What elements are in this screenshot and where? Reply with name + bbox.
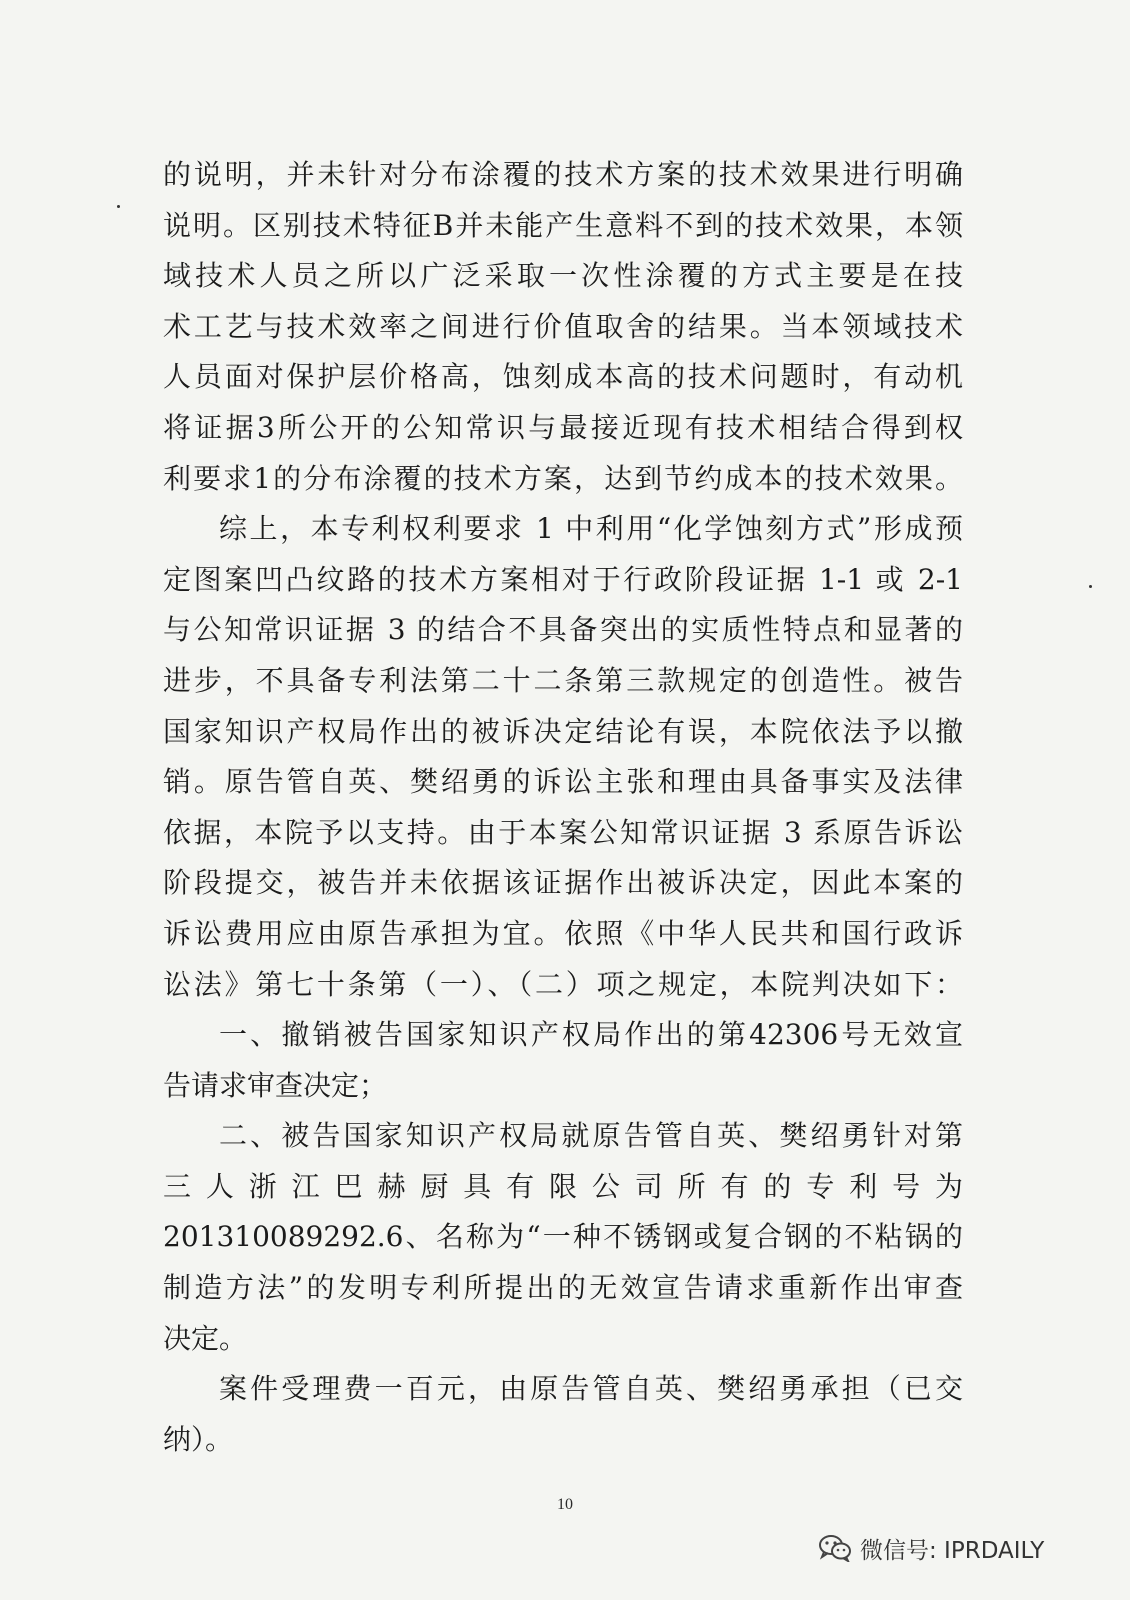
text-line: 阶段提交，被告并未依据该证据作出被诉决定，因此本案的 <box>163 866 963 900</box>
text-line: 201310089292.6、名称为“一种不锈钢或复合钢的不粘锅的 <box>163 1220 963 1254</box>
wechat-watermark <box>818 1530 1044 1566</box>
text-line: 讼法》第七十条第（一）、（二）项之规定，本院判决如下： <box>163 967 963 1001</box>
text-line: 进步，不具备专利法第二十二条第三款规定的创造性。被告 <box>163 663 963 697</box>
text-line: 依据，本院予以支持。由于本案公知常识证据 3 系原告诉讼 <box>163 815 963 849</box>
text-line: 告请求审查决定； <box>163 1068 388 1102</box>
text-line: 综上，本专利权利要求 1 中利用“化学蚀刻方式”形成预 <box>219 512 963 546</box>
text-line: 定图案凹凸纹路的技术方案相对于行政阶段证据 1-1 或 2-1 <box>163 562 963 596</box>
judgment-body-text <box>163 150 963 1465</box>
scan-speck <box>117 205 120 208</box>
text-line: 制造方法”的发明专利所提出的无效宣告请求重新作出审查 <box>163 1271 963 1305</box>
text-line: 三人浙江巴赫厨具有限公司所有的专利号为 <box>163 1169 963 1203</box>
text-line: 术工艺与技术效率之间进行价值取舍的结果。当本领域技术 <box>163 309 963 343</box>
text-line: 利要求1的分布涂覆的技术方案，达到节约成本的技术效果。 <box>163 461 963 495</box>
text-line: 与公知常识证据 3 的结合不具备突出的实质性特点和显著的 <box>163 613 963 647</box>
text-line: 说明。区别技术特征B并未能产生意料不到的技术效果，本领 <box>163 208 963 242</box>
text-line: 案件受理费一百元，由原告管自英、樊绍勇承担（已交 <box>219 1372 963 1406</box>
scan-speck <box>1089 585 1092 588</box>
text-line: 域技术人员之所以广泛采取一次性涂覆的方式主要是在技 <box>163 259 963 293</box>
page-number: 10 <box>557 1496 573 1513</box>
text-line: 将证据3所公开的公知常识与最接近现有技术相结合得到权 <box>163 410 963 444</box>
text-line: 纳）。 <box>163 1422 234 1456</box>
text-line: 国家知识产权局作出的被诉决定结论有误，本院依法予以撤 <box>163 714 963 748</box>
text-line: 诉讼费用应由原告承担为宜。依照《中华人民共和国行政诉 <box>163 916 963 950</box>
text-line: 人员面对保护层价格高，蚀刻成本高的技术问题时，有动机 <box>163 360 963 394</box>
watermark-text: 微信号: IPRDAILY <box>860 1537 1045 1564</box>
text-line: 销。原告管自英、樊绍勇的诉讼主张和理由具备事实及法律 <box>163 765 963 799</box>
text-line: 二、被告国家知识产权局就原告管自英、樊绍勇针对第 <box>219 1119 963 1153</box>
text-line: 一、撤销被告国家知识产权局作出的第42306号无效宣 <box>219 1018 963 1052</box>
text-line: 的说明，并未针对分布涂覆的技术方案的技术效果进行明确 <box>163 158 963 191</box>
text-line: 决定。 <box>163 1321 248 1355</box>
wechat-icon <box>818 1534 852 1562</box>
